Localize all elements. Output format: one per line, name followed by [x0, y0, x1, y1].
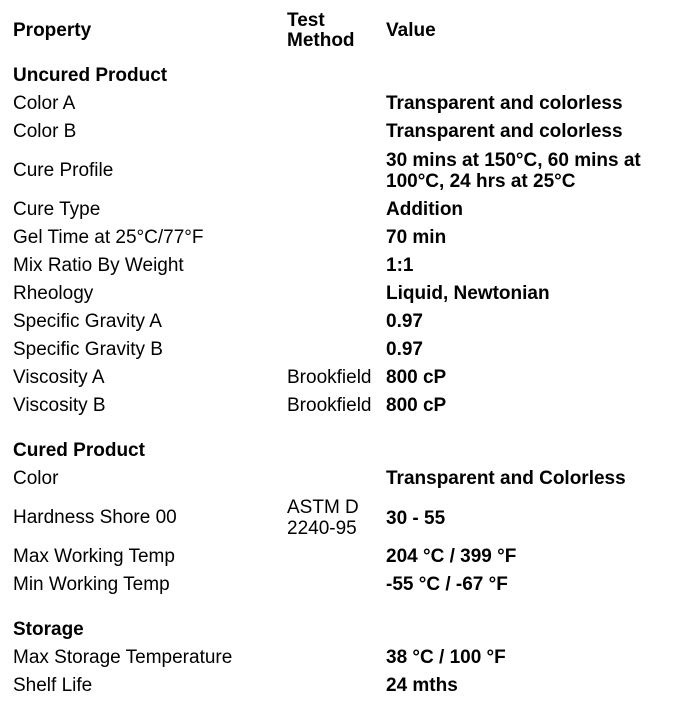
property-cell: Specific Gravity A	[13, 311, 162, 332]
value-cell: Transparent and Colorless	[386, 468, 626, 489]
value-cell: Transparent and colorless	[386, 93, 623, 114]
header-value: Value	[386, 20, 436, 41]
property-cell: Rheology	[13, 283, 94, 304]
property-cell: Max Storage Temperature	[13, 647, 233, 668]
table-row	[13, 224, 673, 252]
value-cell: 800 cP	[386, 367, 447, 388]
property-cell: Max Working Temp	[13, 546, 175, 567]
value-cell: Liquid, Newtonian	[386, 283, 550, 304]
table-row	[13, 308, 673, 336]
value-cell: 0.97	[386, 339, 423, 360]
value-cell: Addition	[386, 199, 464, 220]
property-cell: Color B	[13, 121, 77, 142]
property-table	[13, 0, 673, 700]
header-property: Property	[13, 20, 92, 41]
section-title-uncured	[13, 62, 673, 90]
table-row	[13, 571, 673, 599]
method-cell: Brookfield	[287, 367, 372, 388]
table-row	[13, 252, 673, 280]
value-cell: 24 mths	[386, 675, 458, 696]
table-header	[13, 0, 673, 62]
property-cell: Cure Profile	[13, 160, 114, 181]
table-row	[13, 465, 673, 493]
method-cell: Brookfield	[287, 395, 372, 416]
section-title: Uncured Product	[13, 65, 168, 86]
value-cell: 30 - 55	[386, 507, 446, 529]
table-row	[13, 364, 673, 392]
section-title: Storage	[13, 619, 84, 640]
table-row	[13, 543, 673, 571]
section-title: Cured Product	[13, 440, 145, 461]
value-cell: 800 cP	[386, 395, 447, 416]
table-row	[13, 280, 673, 308]
value-cell: -55 °C / -67 °F	[386, 574, 508, 595]
value-cell: 1:1	[386, 255, 414, 276]
table-row	[13, 90, 673, 118]
value-cell: 38 °C / 100 °F	[386, 647, 506, 668]
property-cell: Gel Time at 25°C/77°F	[13, 227, 204, 248]
property-cell: Min Working Temp	[13, 574, 170, 595]
table-row	[13, 392, 673, 420]
value-cell: Transparent and colorless	[386, 121, 623, 142]
table-row	[13, 118, 673, 146]
property-cell: Mix Ratio By Weight	[13, 255, 184, 276]
value-cell: 70 min	[386, 227, 447, 248]
table-row	[13, 146, 673, 196]
section-title-cured	[13, 437, 673, 465]
property-cell: Viscosity A	[13, 367, 105, 388]
table-row	[13, 336, 673, 364]
property-cell: Color A	[13, 93, 76, 114]
value-cell: 204 °C / 399 °F	[386, 546, 517, 567]
property-cell: Cure Type	[13, 199, 101, 220]
table-row	[13, 493, 673, 543]
property-cell: Color	[13, 468, 59, 489]
section-title-storage	[13, 616, 673, 644]
method-cell: ASTM D 2240-95	[287, 497, 359, 539]
property-cell: Hardness Shore 00	[13, 507, 177, 528]
value-cell: 30 mins at 150°C, 60 mins at 100°C, 24 hrs at 25°C	[386, 150, 641, 192]
property-cell: Specific Gravity B	[13, 339, 163, 360]
property-cell: Shelf Life	[13, 675, 93, 696]
value-cell: 0.97	[386, 311, 423, 332]
header-test-method: Test Method	[287, 10, 355, 51]
table-row	[13, 644, 673, 672]
table-row	[13, 672, 673, 700]
property-cell: Viscosity B	[13, 395, 106, 416]
table-row	[13, 196, 673, 224]
